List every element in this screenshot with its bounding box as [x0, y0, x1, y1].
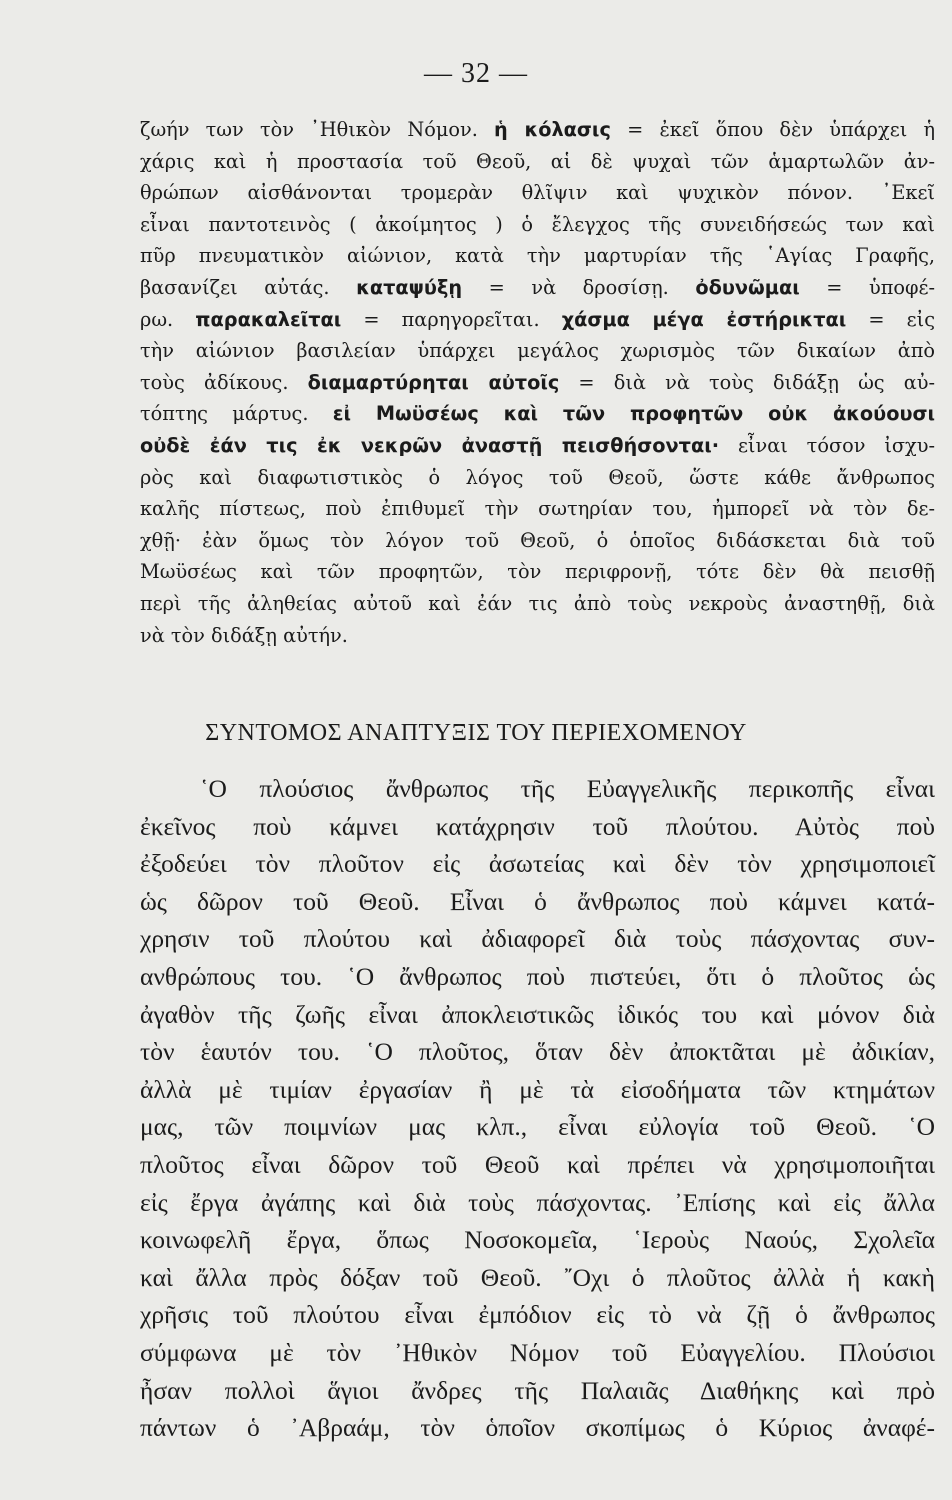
summary-line: πλοῦτος εἶναι δῶρον τοῦ Θεοῦ καὶ πρέπει νὰ χρησιμοποιῆται: [140, 1149, 935, 1179]
notes-line: θρώπων αἰσθάνονται τρομερὰν θλῖψιν καὶ ψυχικὸν πόνον. ᾿Εκεῖ: [140, 181, 935, 205]
notes-line: ρὸς καὶ διαφωτιστικὸς ὁ λόγος τοῦ Θεοῦ, ὥστε κάθε ἄνθρωπος: [140, 465, 935, 489]
notes-line: εἶναι παντοτεινὸς ( ἀκοίμητος ) ὁ ἔλεγχος τῆς συνειδήσεώς των καὶ: [140, 212, 935, 236]
page-number: — 32 —: [424, 58, 528, 89]
notes-line: Μωϋσέως καὶ τῶν προφητῶν, τὸν περιφρονῇ, τότε δὲν θὰ πεισθῇ: [140, 560, 935, 584]
summary-line: καὶ ἄλλα πρὸς δόξαν τοῦ Θεοῦ. ῎Οχι ὁ πλοῦτος ἀλλὰ ἡ κακὴ: [140, 1262, 935, 1292]
summary-line: τὸν ἑαυτόν του. ῾Ο πλοῦτος, ὅταν δὲν ἀποκτᾶται μὲ ἀδικίαν,: [140, 1037, 935, 1067]
notes-line: ζωήν των τὸν ᾿Ηθικὸν Νόμον. ἡ κόλασις = ἐκεῖ ὅπου δὲν ὑπάρχει ἡ: [140, 118, 936, 141]
summary-line: ὡς δῶρον τοῦ Θεοῦ. Εἶναι ὁ ἄνθρωπος ποὺ κάμνει κατά-: [140, 886, 935, 916]
summary-line: ἦσαν πολλοὶ ἅγιοι ἄνδρες τῆς Παλαιᾶς Διαθήκης καὶ πρὸ: [140, 1375, 935, 1405]
glossary-term: ἡ κόλασις: [494, 118, 611, 141]
summary-line: πάντων ὁ ᾿Αβραάμ, τὸν ὁποῖον σκοπίμως ὁ Κύριος ἀναφέ-: [140, 1413, 935, 1443]
notes-line: περὶ τῆς ἀληθείας αὐτοῦ καὶ ἐάν τις ἀπὸ τοὺς νεκροὺς ἀναστηθῇ, διὰ: [140, 591, 935, 615]
notes-line: καλῆς πίστεως, ποὺ ἐπιθυμεῖ τὴν σωτηρίαν του, ἠμπορεῖ νὰ τὸν δε-: [140, 497, 935, 521]
glossary-term: εἰ Μωϋσέως καὶ τῶν προφητῶν οὐκ ἀκούουσι: [332, 402, 935, 426]
glossary-term: διαμαρτύρηται αὐτοῖς: [307, 370, 560, 394]
notes-line: τόπτης μάρτυς. εἰ Μωϋσέως καὶ τῶν προφητῶν οὐκ ἀκούουσι: [140, 402, 935, 426]
summary-line: μας, τῶν ποιμνίων μας κλπ., εἶναι εὐλογία τοῦ Θεοῦ. ῾Ο: [140, 1112, 935, 1142]
summary-line: ἀγαθὸν τῆς ζωῆς εἶναι ἀποκλειστικῶς ἰδικός του καὶ μόνον διὰ: [140, 999, 935, 1029]
summary-line: κοινωφελῆ ἔργα, ὅπως Νοσοκομεῖα, ῾Ιεροὺς Ναούς, Σχολεῖα: [140, 1225, 935, 1255]
notes-line: χθῇ· ἐὰν ὅμως τὸν λόγον τοῦ Θεοῦ, ὁ ὁποῖος διδάσκεται διὰ τοῦ: [140, 528, 935, 552]
notes-line: οὐδὲ ἐάν τις ἐκ νεκρῶν ἀναστῇ πεισθήσονται· εἶναι τόσον ἰσχυ-: [140, 433, 935, 457]
summary-line: εἰς ἔργα ἀγάπης καὶ διὰ τοὺς πάσχοντας. ᾿Επίσης καὶ εἰς ἄλλα: [140, 1187, 935, 1217]
summary-line: ανθρώπους του. ῾Ο ἄνθρωπος ποὺ πιστεύει, ὅτι ὁ πλοῦτος ὡς: [140, 961, 935, 991]
glossary-term: οὐδὲ ἐάν τις ἐκ νεκρῶν ἀναστῇ πεισθήσονται·: [140, 433, 720, 457]
summary-line: χρῆσις τοῦ πλούτου εἶναι ἐμπόδιον εἰς τὸ νὰ ζῇ ὁ ἄνθρωπος: [140, 1300, 935, 1330]
notes-line: ρω. παρακαλεῖται = παρηγορεῖται. χάσμα μέγα ἐστήρικται = εἰς: [140, 307, 936, 331]
section-heading: ΣΥΝΤΟΜΟΣ ΑΝΑΠΤΥΞΙΣ ΤΟΥ ΠΕΡΙΕΧΟΜΕΝΟΥ: [205, 720, 747, 746]
summary-line: χρησιν τοῦ πλούτου καὶ ἀδιαφορεῖ διὰ τοὺς πάσχοντας συν-: [140, 924, 935, 954]
notes-line: τοὺς ἀδίκους. διαμαρτύρηται αὐτοῖς = διὰ νὰ τοὺς διδάξῃ ὡς αὐ-: [140, 370, 935, 394]
summary-line: σύμφωνα μὲ τὸν ᾿Ηθικὸν Νόμον τοῦ Εὐαγγελίου. Πλούσιοι: [140, 1337, 935, 1367]
glossary-notes: [140, 114, 935, 651]
summary-line: ἐκεῖνος ποὺ κάμνει κατάχρησιν τοῦ πλούτου. Αὐτὸς ποὺ: [140, 811, 935, 841]
glossary-term: ὀδυνῶμαι: [695, 275, 800, 299]
notes-line: τὴν αἰώνιον βασιλείαν ὑπάρχει μεγάλος χωρισμὸς τῶν δικαίων ἀπὸ: [140, 339, 935, 363]
notes-line: βασανίζει αὐτάς. καταψύξῃ = νὰ δροσίσῃ. ὀδυνῶμαι = ὑποφέ-: [140, 275, 936, 299]
glossary-term: καταψύξῃ: [356, 275, 463, 299]
notes-line: χάρις καὶ ἡ προστασία τοῦ Θεοῦ, αἱ δὲ ψυχαὶ τῶν ἁμαρτωλῶν ἀν-: [140, 149, 935, 173]
glossary-term: χάσμα μέγα ἐστήρικται: [561, 307, 847, 331]
glossary-term: παρακαλεῖται: [195, 307, 342, 331]
notes-line: νὰ τὸν διδάξῃ αὐτήν.: [140, 623, 348, 647]
summary-paragraph: [140, 770, 935, 1447]
summary-line: ἀλλὰ μὲ τιμίαν ἐργασίαν ἢ μὲ τὰ εἰσοδήματα τῶν κτημάτων: [140, 1074, 935, 1104]
summary-line: ῾Ο πλούσιος ἄνθρωπος τῆς Εὐαγγελικῆς περικοπῆς εἶναι: [200, 774, 935, 803]
summary-line: ἐξοδεύει τὸν πλοῦτον εἰς ἀσωτείας καὶ δὲν τὸν χρησιμοποιεῖ: [140, 849, 935, 879]
notes-line: πῦρ πνευματικὸν αἰώνιον, κατὰ τὴν μαρτυρίαν τῆς ῾Αγίας Γραφῆς,: [140, 244, 935, 268]
